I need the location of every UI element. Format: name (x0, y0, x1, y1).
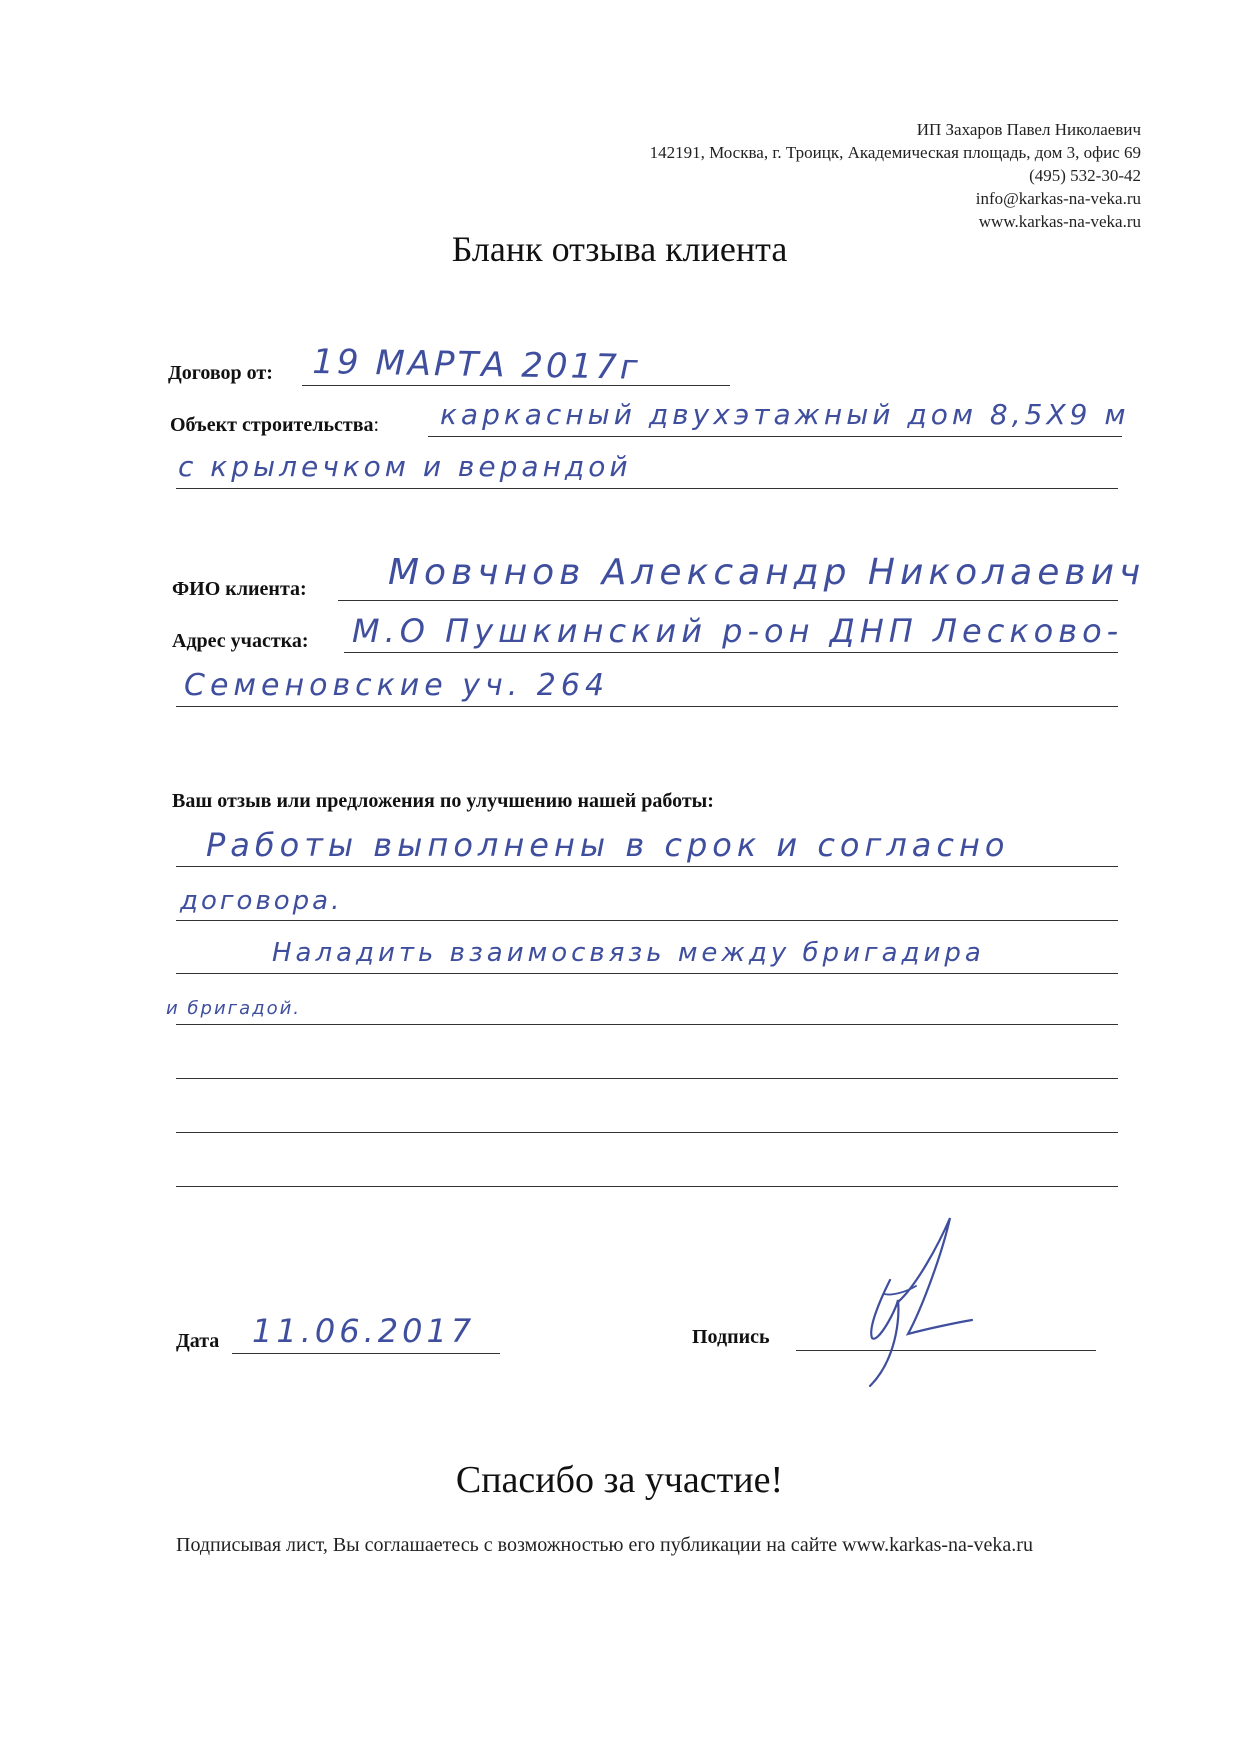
thanks-message: Спасибо за участие! (455, 1459, 784, 1501)
object-label-text: Объект строительства (170, 414, 374, 436)
object-line-2 (176, 488, 1118, 489)
object-value-1: каркасный двухэтажный дом 8,5Х9 м (440, 398, 1130, 431)
contract-value: 19 МАРТА 2017г (312, 342, 642, 388)
client-value: Мовчнов Александр Николаевич (388, 552, 1146, 593)
feedback-text-1: Работы выполнены в срок и согласно (206, 826, 1010, 864)
object-value-2: с крылечком и верандой (178, 450, 632, 483)
feedback-line-5 (176, 1078, 1118, 1079)
date-line (232, 1353, 500, 1354)
date-label: Дата (176, 1330, 220, 1352)
feedback-line-4 (176, 1024, 1118, 1025)
page-title: Бланк отзыва клиента (451, 229, 788, 269)
site-line-1 (344, 652, 1118, 653)
publication-consent-note: Подписывая лист, Вы соглашаетесь с возможностью его публикации на сайте www.karkas-na-veka.ru (176, 1534, 1033, 1556)
company-website: www.karkas-na-veka.ru (978, 212, 1141, 231)
client-label: ФИО клиента: (172, 578, 307, 600)
feedback-line-2 (176, 920, 1118, 921)
company-header (441, 118, 1141, 233)
company-address: 142191, Москва, г. Троицк, Академическая площадь, дом 3, офис 69 (649, 143, 1141, 162)
signature-label: Подпись (692, 1326, 770, 1348)
object-line-1 (428, 436, 1122, 437)
company-name: ИП Захаров Павел Николаевич (916, 120, 1141, 139)
site-value-1: М.О Пушкинский р-он ДНП Лесково- (352, 612, 1124, 650)
feedback-line-1 (176, 866, 1118, 867)
site-value-2: Семеновские уч. 264 (184, 668, 610, 703)
client-line (338, 600, 1118, 601)
site-line-2 (176, 706, 1118, 707)
feedback-line-6 (176, 1132, 1118, 1133)
company-email: info@karkas-na-veka.ru (975, 189, 1141, 208)
feedback-text-4: и бригадой. (166, 998, 302, 1019)
feedback-text-2: договора. (180, 886, 343, 916)
date-value: 11.06.2017 (252, 1312, 476, 1350)
feedback-line-3 (176, 973, 1118, 974)
site-label: Адрес участка: (172, 630, 309, 652)
handwritten-signature (820, 1210, 980, 1390)
feedback-label: Ваш отзыв или предложения по улучшению нашей работы: (172, 790, 714, 812)
feedback-text-3: Наладить взаимосвязь между бригадира (272, 938, 985, 968)
object-label-colon: : (373, 414, 380, 436)
company-phone: (495) 532-30-42 (1029, 166, 1141, 185)
feedback-line-7 (176, 1186, 1118, 1187)
object-label (170, 414, 379, 437)
contract-label: Договор от: (168, 362, 273, 384)
